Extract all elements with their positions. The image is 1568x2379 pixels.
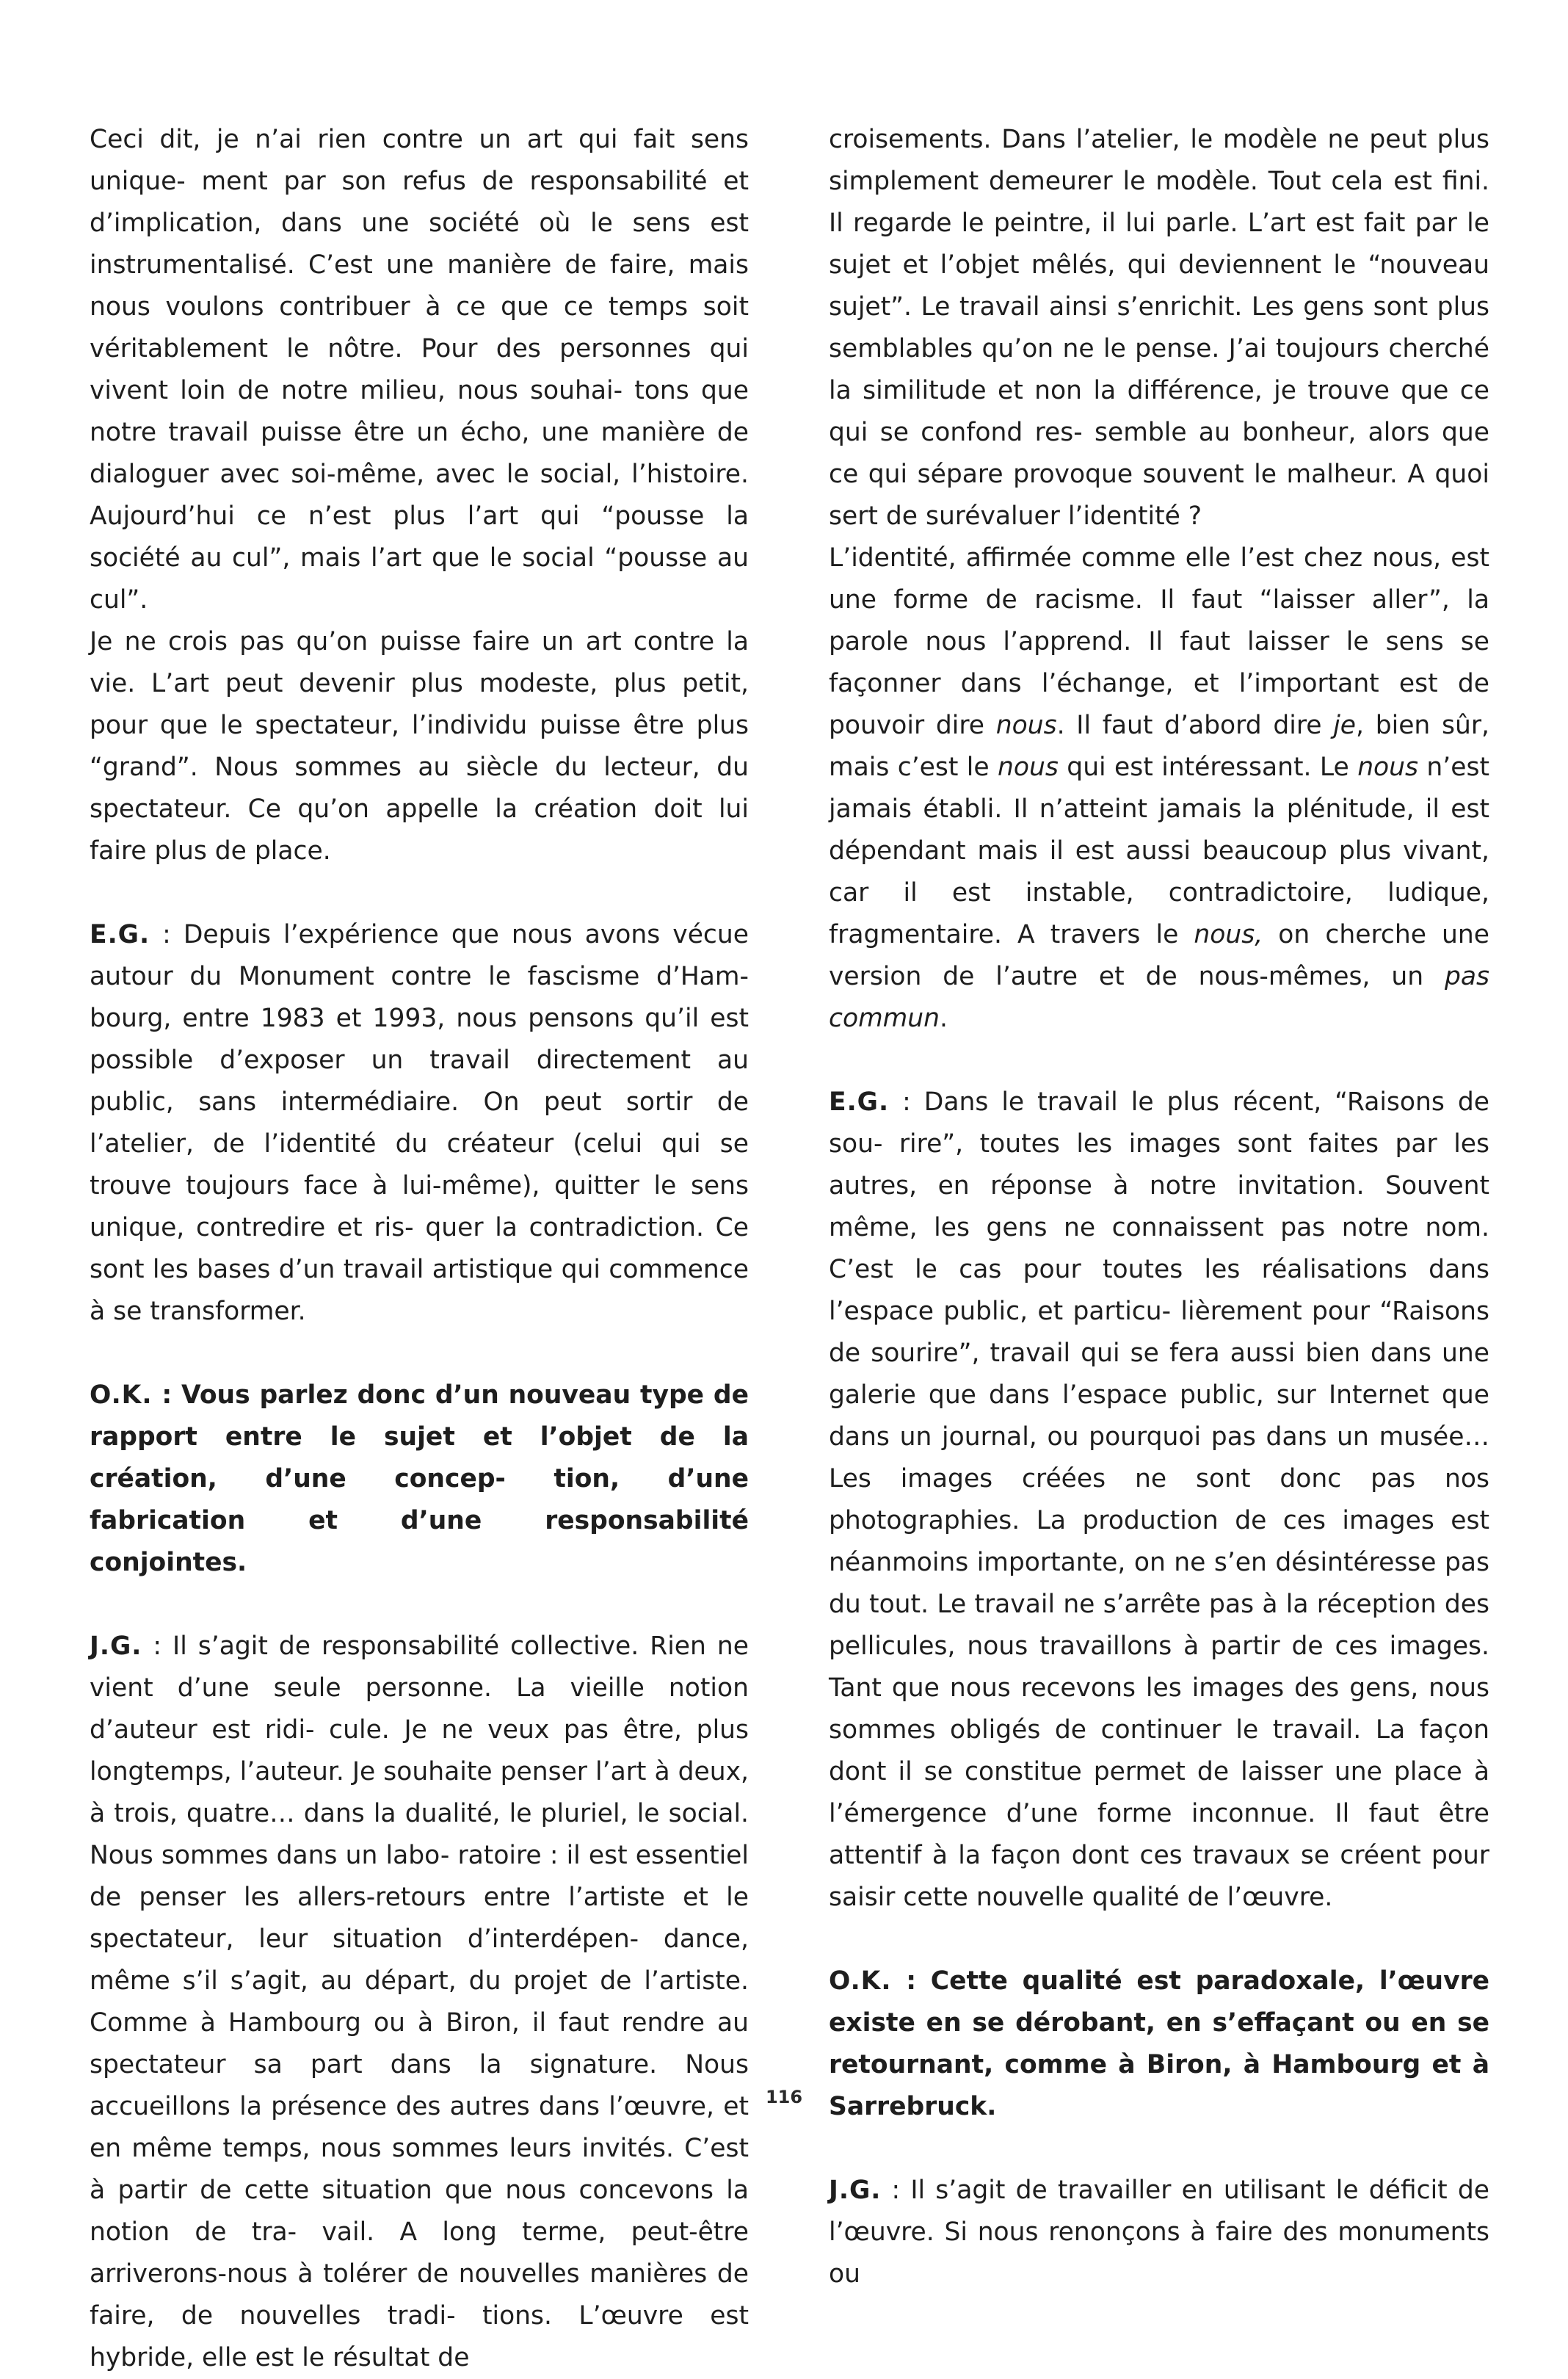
question-text: : Vous parlez donc d’un nouveau type de rapport entre le sujet et l’objet de la création, d’une concep- tion, d’une fabrication et d’une responsabilité conjointes. bbox=[90, 1380, 749, 1577]
speaker-label: O.K. bbox=[829, 1966, 892, 1996]
paragraph: croisements. Dans l’atelier, le modèle ne peut plus simplement demeurer le modèle. Tout cela est fini. Il regarde le peintre, il lui parle. L’art est fait par le sujet et l’objet mêlés, qui deviennent le “nouveau sujet”. Le travail ainsi s’enrichit. Les gens sont plus semblables qu’on ne le pense. J’ai toujours cherché la similitude et non la différence, je trouve que ce qui se confond res- semble au bonheur, alors que ce qui sépare provoque souvent le malheur. A quoi sert de surévaluer l’identité ? bbox=[829, 125, 1489, 531]
paragraph bbox=[90, 1375, 749, 1584]
italic-text: je bbox=[1333, 711, 1357, 740]
speaker-label: E.G. bbox=[829, 1087, 890, 1117]
interview-answer-eg bbox=[829, 1082, 1489, 1919]
paragraph bbox=[90, 914, 749, 1333]
interview-answer-jg bbox=[829, 2170, 1489, 2295]
italic-text: nous bbox=[995, 711, 1057, 740]
text-run: , bien sûr, mais c’est le bbox=[829, 711, 1490, 782]
question-text: : Cette qualité est paradoxale, l’œuvre existe en se dérobant, en s’effaçant ou en se retournant, comme à Biron, à Hambourg et à Sarrebruck. bbox=[829, 1966, 1489, 2121]
italic-text: nous bbox=[1357, 753, 1419, 782]
paragraph: Ceci dit, je n’ai rien contre un art qui fait sens unique- ment par son refus de responsabilité et d’implication, dans une société où le sens est instrumentalisé. C’est une manière de faire, mais nous voulons contribuer à ce que ce temps soit véritablement le nôtre. Pour des personnes qui vivent loin de notre milieu, nous souhai- tons que notre travail puisse être un écho, une manière de dialoguer avec soi-même, avec le social, l’histoire. Aujourd’hui ce n’est plus l’art qui “pousse la société au cul”, mais l’art que le social “pousse au cul”. bbox=[90, 125, 749, 615]
speaker-label: E.G. bbox=[90, 920, 150, 949]
interview-answer-jg bbox=[90, 1626, 749, 2379]
answer-text: : Depuis l’expérience que nous avons vécue autour du Monument contre le fascisme d’Ham- bourg, entre 1983 et 1993, nous pensons qu’il est possible d’exposer un travail directement au public, sans intermédiaire. On peut sortir de l’atelier, de l’identité du créateur (celui qui se trouve toujours face à lui-même), quitter le sens unique, contredire et ris- quer la contradiction. Ce sont les bases d’un travail artistique qui commence à se transformer. bbox=[90, 920, 749, 1326]
answer-text: : Il s’agit de responsabilité collective. Rien ne vient d’une seule personne. La vieille notion d’auteur est ridi- cule. Je ne veux pas être, plus longtemps, l’auteur. Je souhaite penser l’art à deux, à trois, quatre… dans la dualité, le pluriel, le social. Nous sommes dans un labo- ratoire : il est essentiel de penser les allers-retours entre l’artiste et le spectateur, leur situation d’interdépen- dance, même s’il s’agit, au départ, du projet de l’artiste. Comme à Hambourg ou à Biron, il faut rendre au spectateur sa part dans la signature. Nous accueillons la présence des autres dans l’œuvre, et en même temps, nous sommes leurs invités. C’est à partir de cette situation que nous concevons la notion de tra- vail. A long terme, peut-être arriverons-nous à tolérer de nouvelles manières de faire, de nouvelles tradi- tions. L’œuvre est hybride, elle est le résultat de bbox=[90, 1632, 749, 2372]
answer-text: : Il s’agit de travailler en utilisant le déficit de l’œuvre. Si nous renonçons à faire des monuments ou bbox=[829, 2176, 1489, 2289]
paragraph bbox=[90, 1626, 749, 2379]
paragraph: Je ne crois pas qu’on puisse faire un art contre la vie. L’art peut devenir plus modeste, plus petit, pour que le spectateur, l’individu puisse être plus “grand”. Nous sommes au siècle du lecteur, du spectateur. Ce qu’on appelle la création doit lui faire plus de place. bbox=[90, 627, 749, 866]
speaker-label: J.G. bbox=[829, 2176, 882, 2205]
answer-text: : Dans le travail le plus récent, “Raisons de sou- rire”, toutes les images sont faites par les autres, en réponse à notre invitation. Souvent même, les gens ne connaissent pas notre nom. C’est le cas pour toutes les réalisations dans l’espace public, et particu- lièrement pour “Raisons de sourire”, travail qui se fera aussi bien dans une galerie que dans l’espace public, sur Internet que dans un journal, ou pourquoi pas dans un musée… Les images créées ne sont donc pas nos photographies. La production de ces images est néanmoins importante, on ne s’en désintéresse pas du tout. Le travail ne s’arrête pas à la réception des pellicules, nous travaillons à partir de ces images. Tant que nous recevons les images des gens, nous sommes obligés de continuer le travail. La façon dont il se constitue permet de laisser une place à l’émergence d’une forme inconnue. Il faut être attentif à la façon dont ces travaux se créent pour saisir cette nouvelle qualité de l’œuvre. bbox=[829, 1087, 1489, 1912]
paragraph bbox=[829, 1082, 1489, 1919]
text-run: L’identité, affirmée comme elle l’est chez nous, est une forme de racisme. Il faut “laisser aller”, la parole nous l’apprend. Il faut laisser le sens se façonner dans l’échange, et l’important est de pouvoir dire bbox=[829, 543, 1489, 740]
paragraph-group bbox=[829, 119, 1489, 1040]
speaker-label: O.K. bbox=[90, 1380, 153, 1410]
text-run: . Il faut d’abord dire bbox=[1056, 711, 1334, 740]
interview-question-ok bbox=[90, 1375, 749, 1584]
text-run: . bbox=[940, 1004, 948, 1033]
page-number: 116 bbox=[765, 2087, 803, 2107]
italic-text: nous, bbox=[1194, 920, 1263, 949]
text-run: on cherche une version de l’autre et de nous-mêmes, un bbox=[829, 920, 1489, 991]
interview-answer-eg bbox=[90, 914, 749, 1333]
paragraph bbox=[829, 537, 1489, 1040]
right-column bbox=[829, 119, 1489, 2295]
italic-text: nous bbox=[998, 753, 1059, 782]
paragraph bbox=[829, 2170, 1489, 2295]
paragraph-group bbox=[90, 119, 749, 872]
text-run: qui est intéressant. Le bbox=[1058, 753, 1358, 782]
left-column bbox=[90, 119, 749, 2379]
text-run: n’est jamais établi. Il n’atteint jamais la plénitude, il est dépendant mais il est aussi beaucoup plus vivant, car il est instable, contradictoire, ludique, fragmentaire. A travers le bbox=[829, 753, 1489, 949]
speaker-label: J.G. bbox=[90, 1632, 142, 1661]
italic-text: pas commun bbox=[829, 962, 1489, 1033]
